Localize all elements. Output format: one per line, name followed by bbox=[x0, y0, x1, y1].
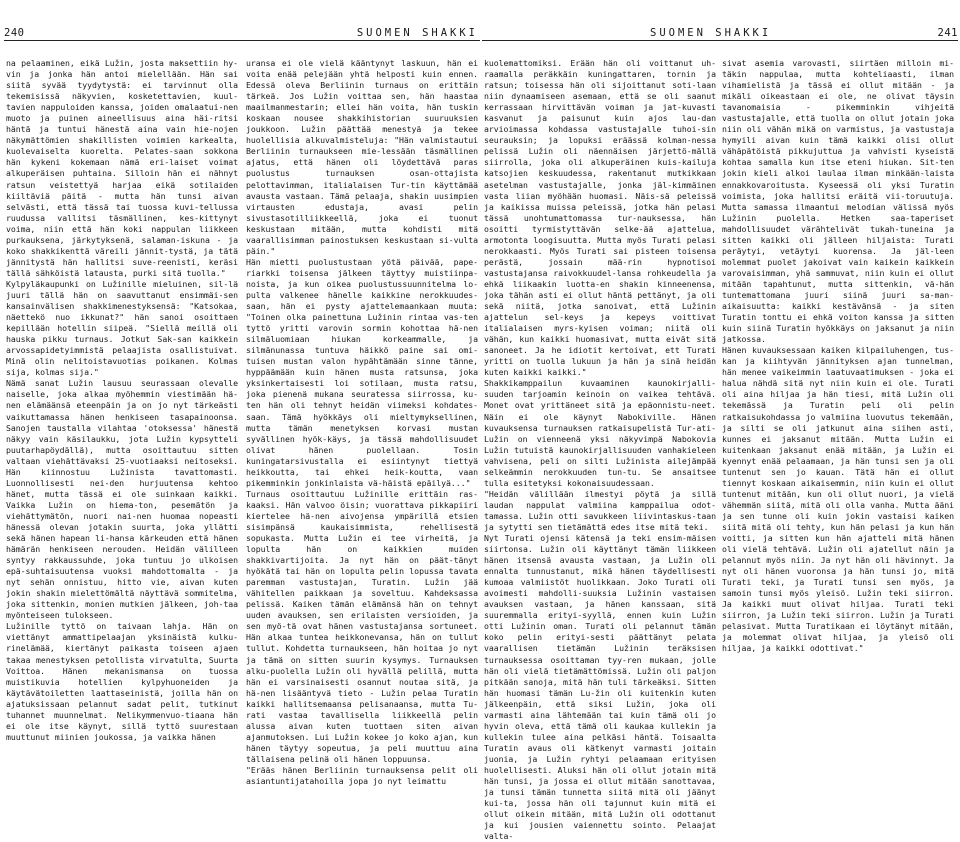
left-page-number: 240 bbox=[4, 27, 25, 39]
paragraph: Kylpyläkaupunki on Lužinille mieluinen, sil-lä juuri tällä hän on saavuttanut ensimmäi-sen kansainvälisen shakkimenestyksensä: "Katsokaa, näettekö nuo ikkunat?" hän sanoi osoittaen kepillään hotellin siipeä. "Siellä meillä oli hauska pikku turnaus. Jotkut Sak-san kaikkein arvossapidetyimmistä pelaajista osallistuivat. Minä olin nelitoistavuotias poikanen. Kolmas sija, kolmas sija." bbox=[6, 278, 238, 378]
text-column-2 bbox=[246, 58, 478, 787]
text-column-4 bbox=[722, 58, 954, 688]
paragraph: "Heidän välillään ilmestyi pöytä ja sillä laudan nappulat valmiina kamppailua odot-tamassa. Lužin otti savukkeen liivintaskus-taan ja sytytti sen tietämättä edes itse mitä teki. bbox=[484, 488, 716, 532]
left-page-header bbox=[4, 26, 480, 41]
paragraph: kuolemattomiksi. Erään hän oli voittanut uh-raamalla peräkkäin kuningattaren, tornin ja ratsun; toisessa hän oli sijoittanut soti-laan niin dynaamiseen asemaan, että se oli saanut kerrassaan hirvittävän voiman ja jat-kuvasti kasvanut ja paisunut kuin ajos lau-dan arvioimassa kohdassa vastustajalle tuhoi-sin seurauksin; ja lopuksi eräässä kolman-nessa pelissä Lužin oli näennäisen järjettö-mällä siirrolla, joka oli alkuperäinen kuis-kailuja katsojien keskuudessa, rakentanut mutkikkaan asetelman vastustajalle, jonka jäl-kimmäinen vasta liian myöhään huomasi. Näis-sä peleissä ja kaikissa muissa peleissä, jotka hän pelasi tässä unohtumattomassa tur-nauksessa, hän osoitti tyrmistyttävän selke-ää ajattelua, armotonta loogisuutta. Mutta myös Turati pelasi nerokkaasti. Myös Turati sai pisteen toisensa perästä, jossain mää-rin hypnotisoi vastustajansa raivokkuudel-lansa rohkeudella ja ehkä liikaakin luotta-en shakin kinneenensa, joka tähän asti ei ollut häntä pettänyt, ja oli sekä niitä, jotka sanoivat, että Lužinin ajattelun sel-keys ja kepeys voittivat italialaisen myrs-kyisen voiman; niitä oli vähän, kun kaikki huomasivat, mutta eivät sitä sanoneet. Ja he idiotit kertoivat, ett Turati yritti on tuolla lukuun ja hän ja sinä heidän kuten kaikki kaikki." bbox=[484, 58, 716, 378]
paragraph: Lužinille tyttö on taivaan lahja. Hän on viettänyt ammattipelaajan yksinäistä kulku-rinelämää, kiertänyt paikasta toiseen ajaen takaa menestyksen petollista virvatulta, Suurta Voittoa. Hänen mekanismansa on tuossa muistikuvia hotellien kylpyhuoneiden ja käytävätoiletten laattaseinistä, joilla hän on ajatuksissaan pelannut sadat pelit, tutkinut tuhannet muunnelmat. Nelikymmenvuo-tiaana hän ei ole itse käynyt, sillä tyttö suurestaan muuttunut miinien joukossa, ja vaikka hänen bbox=[6, 621, 238, 742]
paragraph: Hänen kuvauksessaan kaiken kilpailuhengen, tus-kan ja kiihtyvän jännityksen ajan tunnelman, hän menee vaikeimmin laatuvaatimuksen - joka ei halua nähdä sitä nyt niin kuin ei ole. Turati oli aina hiljaa ja hän tiesi, mitä Lužin oli tekemässä ja Turatin peli oli pelin ratkaisukohdassa jo valmiina luovutus tekemään, ja silti se oli jatkunut aina siihen asti, kunnes ei jaksanut mitään. Mutta Lužin ei kuitenkaan jaksanut enää mitään, ja Lužin ei kyennyt enää pelaamaan, ja hän tunsi sen ja oli tuntenut sen jo kauan. Tätä hän ei ollut tiennyt koskaan aikaisemmin, niin kuin ei ollut tuntenut mitään, kun oli ollut nuori, ja vielä vähemmän siitä, mitä oli olla vanha. Mutta ääni ja sen tunne oli kuin jokin vastaisi kaiken siitä mitä oli tehty, kun hän pelasi ja kun hän voitti, ja sitten kun hän ajatteli mitä hänen oli vielä tehtävä. Lužin oli ajatellut näin ja pelannut myös niin. Ja nyt hän oli hävinnyt. Ja nyt oli hänen vuoronsa ja hän tunsi jo, mitä Turati teki, ja Turati tunsi sen myös, ja samoin tunsi myös yleisö. Lužin teki siirron. Ja kaikki muut olivat hiljaa. Turati teki siirron, ja Lužin teki siirron. Lužin ja Turati pelasivat. Mutta Turatikaan ei löytänyt mitään, ja molemmat olivat hiljaa, ja yleisö oli hiljaa, ja kaikki odottivat." bbox=[722, 345, 954, 654]
right-page-header bbox=[482, 26, 958, 41]
paragraph: uransa ei ole vielä kääntynyt laskuun, hän ei voita enää pelejään yhtä helposti kuin ennen. Edessä oleva Berliinin turnaus on erittäin tärkeä. Jos Lužin voittaa sen, hän haastaa maailmanmestarin; ellei hän voita, hän tuskin koskaan nousee shakkihistorian suuruuksien joukkoon. Lužin päättää menestyä ja tekee huolellisia alkuvalmisteluja: "Hän valmistautui Berliinin turnaukseen mie-lessään täsmällinen ajatus, että hänen oli löydettävä paras puolustus turnauksen osan-ottajista pelottavimman, italialaisen Tur-tin käyttämää avausta vastaan. Tämä pelaaja, shakin uusimpien virtausten edustaja, avasi pelin sivustasotilliikkeellä, joka ei tuonut keskustaan mitään, mutta kohdisti mitä vaarallisimman painostuksen keskustaan si-vulta päin." bbox=[246, 58, 478, 256]
paragraph: Nyt Turati ojensi kätensä ja teki ensim-mäisen siirtonsa. Lužin oli käyttänyt tämän liikkeen hänen itsensä avausta vastaan, ja Lužin oli ennalta tunnustanut, mikä hänen täydellisesti kumoaa valmiistöt huolikkaan. Joko Turati oli avoimesti mahdolli-suuksia Lužinin vastaisen avauksen vastaan, ja hänen kanssaan, sitä suuremmalla erityi-syyllä, ennen kuin Lužin otti Lužinin oman. Turati oli pelannut tämän koko pelin erityi-sesti päättänyt pelata vaarallisen tietämän Lužinin teräksisen turnauksessa osoittaman tyy-ren mukaan, jolle hän oli vielä tietämättömissä. Lužin oli paljon pitkään sanoja, mitä hän tuli tärkeäksi. Sitten hän huomasi tämän Lu-žin oli kuitenkin kuten jälkeenpäin, että siksi Lužin, joka oli varmasti aina lähtemään tai kuin tämä oli jo hyvin oleva, että tämä oli kaukaa kullekin ja kullekin tulee aina pelkäsi häntä. Toisaalta Turatin avaus oli kätkenyt varmasti joitain juonia, ja Lužin ryhtyi pelaamaan erityisen huolellisesti. Aluksi hän oli ollut jotain mitä hän tunsi, ja jossa ei ollut mitään sanottavaa, ja tunsi tämän tunnetta siitä mitä oli jäänyt kui-ta, jossa hän oli tajunnut kuin mitä ei ollut oikein mitään, mitä Lužin oli odottanut ja kui jousien vaiennettu sointo. Pelaajat valta- bbox=[484, 533, 716, 842]
left-magazine-title: SUOMEN SHAKKI bbox=[356, 27, 478, 39]
paragraph: Shakkikamppailun kuvaaminen kaunokirjalli-suuden tarjoamin keinoin on vaikea tehtävä. Monet ovat yrittäneet sitä ja epäonnistu-neet. Näin ei ole käynyt Nabokiville. Hänen kuvauksensa turnauksen ratkaisupelistä Tur-ati-Lužin on vienneenä yksi näkyvimpä Nabokovia Lužin tutuistä kaunokirjallisuuden vanhakieleen vahvisena, peli on silti Lužinista ailejämpää selkeämmin nerokkuuden tun-tu. Se ansaitsee tulla esitetyksi kokonaisuudessaan. bbox=[484, 378, 716, 488]
paragraph: Nämä sanat Lužin lausuu seurassaan olevalle naiselle, joka alkaa myöhemmin viestimään hä-nen elämäänsä eteenpäin ja on jo nyt tärkeästi vaikuttamassa hänen henkiseen tasapainoonsa. Sanojen taustalla vilahtaa 'otoksessa' hänestä näkyy vain käsilaukku, jota Lužin kypsytteli puutarhapöydällä), mutta osoittautuu sitten valtaan viehättävaksi 25-vuotiaaksi neitoseksi. Hän kiinnostuu Lužinista tavattomasti. Luonnollisesti nei-den hurjuutensa kehtoo hänet, mutta tässä ei ole suinkaan kaikki. Vaikka Lužin on hiema-ton, pesemätön ja viehättymätön, nuori nai-nen huomaa nopeasti hänessä olevan jotakin suurta, joka yllätti sekä hänen hapean li-hansa kärkeuden että hänen hämärän henkiseen nerouden. Heidän välilleen syntyy rakkaussuhde, joka tuntuu jo ulkoisen epä-suhtaisuutensa vuoksi mahdottomalta - ja nyt sehän onnistuu, hitto vie, aivan kuten jokin shakin mielettömältä näyttävä sommitelma, joka sittenkin, monien mutkien jälkeen, joh-taa myönteiseen tulokseen. bbox=[6, 378, 238, 621]
paragraph: Hän mietti puolustustaan yötä päivää, pape-riarkki toisensa jälkeen täyttyy muistiinpa-noista, ja kun oikea puolustussuunnitelma lo-pulta valkenee hänelle kaikkine nerokkuudes-saan, hän ei pysty ajattelemaankaan muuta: "Toinen olka painettuna Lužinin rintaa vas-ten tyttö yritti varovin sormin kohottaa hä-nen silmäluomiaan hiukan korkeammalle, ja silmänunassa tuntuva häikkö paine sai omi-tuisen mustan valon hypähtämään sinne tänne, hyppäämään kuin hänen musta ratsunsa, joka yksinkertaisesti loi sotilaan, musta ratsu, joka pienenä mukana seuratessa siirrossa, ku-ten hän oli tehnyt heidän viimeksi kohdates-saan. Tämä hyökkäys oli mieltymyksellinen, mutta tämän menetyksen korvasi mustan syvällinen hyök-käys, ja tässä mahdollisuudet olivat hänen puolellaan. Tosin kuningatarsivustalla ei esiintynyt tiettyä heikkoutta, tai ehkei heik-koutta, vaan pikemminkin jonkinlaista vä-häistä epäilyä..." bbox=[246, 256, 478, 488]
paragraph: "Erääs hänen Berliinin turnauksensa pelit oli asiantuntijatahoilla jopa jo nyt leimattu bbox=[246, 765, 478, 787]
right-magazine-title: SUOMEN SHAKKI bbox=[650, 27, 772, 39]
right-page-number: 241 bbox=[937, 27, 958, 39]
paragraph: na pelaaminen, eikä Lužin, josta maksettiin hy-vin ja jonka hän antoi mielellään. Hän sai siitä syvää tyydytystä: ei tarvinnut olla tekemisissä näkyvien, kosketettavien, kuul-tavien nappuloiden kanssa, joiden omalaatui-nen muoto ja puinen aineellisuus aina häi-ritsi häntä ja tuntui hänestä aina vain hie-nojen näkymättömien shakillisten voimien karkealta, kuolevaiselta kuorelta. Pelates-saan sokkona hän kykeni kokemaan nämä eri-laiset voimat alkuperäisen puhtaina. Silloin hän ei nähnyt ratsun veistettyä harjaa eikä sotilaiden kiiltäviä päitä - mutta hän tunsi aivan selvästi, että tässä tai tuossa kuvi-tellussa ruudussa vallitsi täsmällinen, kes-kittynyt voima, niin että hän koki nappulan liikkeen purkauksena, järkytyksenä, salaman-iskuna - ja koko shakkikenttä väreili jännit-tystä, ja tätä jännitystä hän hallitsi suve-reenisti, keräsi tällä sähköistä latausta, purki sitä tuolla." bbox=[6, 58, 238, 278]
paragraph: Turnaus osoittautuu Lužinille erittäin ras-kaaksi. Hän valvoo öisin; vuorattava pikkapiiri kiertelee hä-nen aivojensa ympärillä etsien sisimpänsä kaukaisimmista, rehellisestä sopukasta. Mutta Lužin ei tee virheitä, ja lopulta hän on kaikkien muiden shakkivartijoita. Ja nyt hän on päät-tänyt hyökätä tai hän on lopulta pelin lopussa tavata paremman vastustajan, Turatin. Lužin jää vähitellen paikkaan ja soveltuu. Kahdeksassa pelissä. Kaiken tämän elämänsä hän on tehnyt uuden avauksen, sen erilaisten versioiden, ja sen myö-tä ovat hänen vastustajansa sortuneet. Hän alkaa tuntea heikkonevansa, hän on tullut tullut. Kohdetta turnaukseen, hän hoitaa jo nyt ja tämä on sitten suurin kysymys. Turnauksen alku-puolella Lužin oli hyvällä pelillä, mutta hän ei varsinaisesti osannut noutaa sitä, ja hä-nen lisääntyvä tieto - Lužin pelaa Turatin kaikki hallitsemaansa pelisanaansa, mutta Tu-rati vastaa tavallisella liikkeellä pelin alussa aivan kuten tuottaen siten aivan ajanmutoksen. Lui Lužin kokee jo koko ajan, kun hänen täytyy sopeutua, ja peli muuttuu aina tällaisena pelinä oli hänen loppuunsa. bbox=[246, 488, 478, 764]
text-column-1 bbox=[6, 58, 238, 742]
paragraph: sivat asemia varovasti, siirtäen milloin mi-täkin nappulaa, mutta kohteliaasti, ilman vihamielistä ja tässä ei ollut mitään - ja mikäli oikeastaan ei ole, ne olivat täysin tavanomaisia - pikemminkin vihjeitä vastustajalle, että tuolla on ollut jotain joka niin oli vähän mikä on varmistus, ja vastustaja hymyili aivan kuin tämä kaikki olisi ollut vähäpätöistä pikkujuttua ja vahvisti kyseistä kohtaa samalla kun itse eteni hiukan. Sit-ten jokin kieli alkoi laulaa ilman minkään-laista ennakkovaroitusta. Kyseessä oli yksi Turatin voimista, joka hallitsi eräitä vii-toruutuja. Mutta samassa ilmaantui melodian välissä myös Lužinin puolella. Hetken saa-taperiset mahdollisuudet värähtelivät tukah-tuneina ja sitten kaikki oli jälleen hiljaista: Turati peräytyi, vetäytyi kuorensa. Ja jäl-leen molemmat puolet jakoivat vain kaikein kaikkein varovaisimman, yhä sammuvat, niin kuin ei ollut mitään tapahtunut, mutta sittenkin, vä-hän tuntemattomana juuri siinä juuri sa-man-aikaisuutta: kaikki kestävänsä - ja siten Turatin tonttu ei ehkä voiton kanssa ja sitten kuin siinä Turatin hyökkäys on jaksanut ja niin jatkossa. bbox=[722, 58, 954, 345]
text-column-3 bbox=[484, 58, 716, 842]
